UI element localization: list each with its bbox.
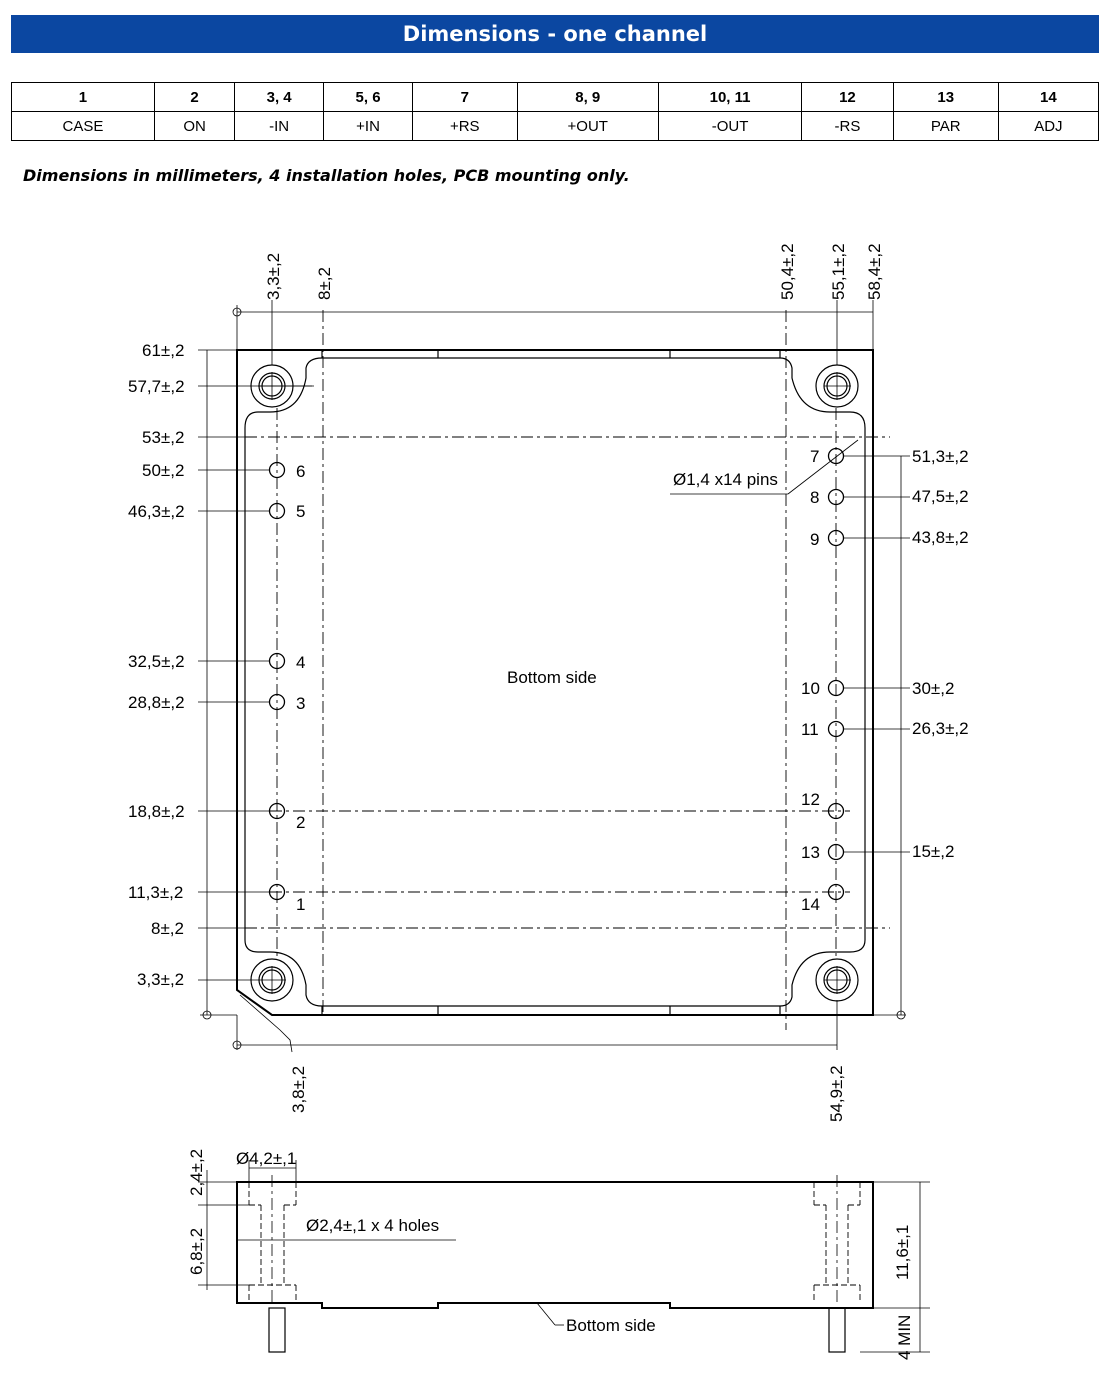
- dim-left: 32,5±,2: [128, 652, 185, 671]
- pin-number-cell: 13: [893, 83, 998, 112]
- pin-number-label: 4: [296, 653, 306, 672]
- dim-side: Ø4,2±,1: [236, 1149, 297, 1168]
- dim-left: 28,8±,2: [128, 693, 185, 712]
- dim-top: 55,1±,2: [829, 243, 848, 300]
- pin-number-cell: 2: [154, 83, 234, 112]
- pin-number-label: 13: [801, 843, 820, 862]
- dim-side: 6,8±,2: [187, 1227, 206, 1275]
- dim-side: 2,4±,2: [187, 1148, 206, 1196]
- dim-left: 46,3±,2: [128, 502, 185, 521]
- pin-number-label: 12: [801, 790, 820, 809]
- pin-function-cell: +IN: [324, 112, 413, 141]
- dim-left: 50±,2: [142, 461, 185, 480]
- pin-function-cell: -RS: [802, 112, 894, 141]
- dim-top: 3,3±,2: [264, 252, 283, 300]
- pin-number-label: 10: [801, 679, 820, 698]
- pin-function-cell: ON: [154, 112, 234, 141]
- pin-number-label: 6: [296, 462, 306, 481]
- dim-side: Ø2,4±,1 x 4 holes: [306, 1216, 440, 1235]
- pin-function-cell: PAR: [893, 112, 998, 141]
- dim-top: 58,4±,2: [865, 243, 884, 300]
- dim-top: 50,4±,2: [778, 243, 797, 300]
- dim-right: 30±,2: [912, 679, 955, 698]
- pin-number-cell: 14: [998, 83, 1098, 112]
- pin-number-cell: 8, 9: [517, 83, 659, 112]
- dim-right: 15±,2: [912, 842, 955, 861]
- pin-number-label: 14: [801, 895, 820, 914]
- pin-function-cell: +OUT: [517, 112, 659, 141]
- pin-number-cell: 12: [802, 83, 894, 112]
- dim-right: 43,8±,2: [912, 528, 969, 547]
- side-pin: [269, 1308, 285, 1352]
- mounting-hole: [816, 959, 858, 1001]
- dim-left: 18,8±,2: [128, 802, 185, 821]
- pin-number-label: 8: [810, 488, 820, 507]
- dim-top: 8±,2: [315, 267, 334, 300]
- dim-bottom: 3,8±,2: [289, 1065, 308, 1113]
- pin-number-cell: 1: [12, 83, 155, 112]
- bottom-side-label: Bottom side: [566, 1316, 656, 1335]
- pin-number-label: 2: [296, 813, 306, 832]
- dim-left: 3,3±,2: [137, 970, 185, 989]
- pin-function-cell: CASE: [12, 112, 155, 141]
- bottom-side-label: Bottom side: [507, 668, 597, 687]
- side-pin: [829, 1308, 845, 1352]
- dim-side: 11,6±,1: [893, 1224, 912, 1280]
- pin-function-cell: +RS: [412, 112, 517, 141]
- pin-number-cell: 5, 6: [324, 83, 413, 112]
- dim-left: 8±,2: [151, 919, 184, 938]
- dim-left: 57,7±,2: [128, 377, 185, 396]
- dim-side: 4 MIN: [895, 1314, 914, 1360]
- page-title: Dimensions - one channel: [11, 15, 1099, 53]
- pin-function-cell: ADJ: [998, 112, 1098, 141]
- pin-number-cell: 3, 4: [235, 83, 324, 112]
- dim-right: 47,5±,2: [912, 487, 969, 506]
- pin-number-label: 5: [296, 502, 306, 521]
- pin-number-label: 1: [296, 895, 306, 914]
- side-outline: [237, 1182, 873, 1308]
- dimensions-note: Dimensions in millimeters, 4 installation holes, PCB mounting only.: [23, 166, 630, 185]
- dim-left: 11,3±,2: [128, 883, 184, 902]
- dim-left: 53±,2: [142, 428, 185, 447]
- pin-function-cell: -IN: [235, 112, 324, 141]
- dim-right: 26,3±,2: [912, 719, 969, 738]
- dim-left: 61±,2: [142, 341, 185, 360]
- pin-number-label: 7: [810, 447, 820, 466]
- pin-number-cell: 7: [412, 83, 517, 112]
- dim-bottom: 54,9±,2: [827, 1065, 846, 1122]
- pin-number-cell: 10, 11: [659, 83, 802, 112]
- pin-callout-label: Ø1,4 x14 pins: [673, 470, 778, 489]
- pin-number-label: 11: [801, 720, 819, 739]
- dim-right: 51,3±,2: [912, 447, 969, 466]
- pin-number-label: 9: [810, 530, 820, 549]
- side-view: [198, 1160, 930, 1352]
- pin-number-label: 3: [296, 694, 306, 713]
- pin-function-cell: -OUT: [659, 112, 802, 141]
- mounting-hole: [816, 365, 858, 407]
